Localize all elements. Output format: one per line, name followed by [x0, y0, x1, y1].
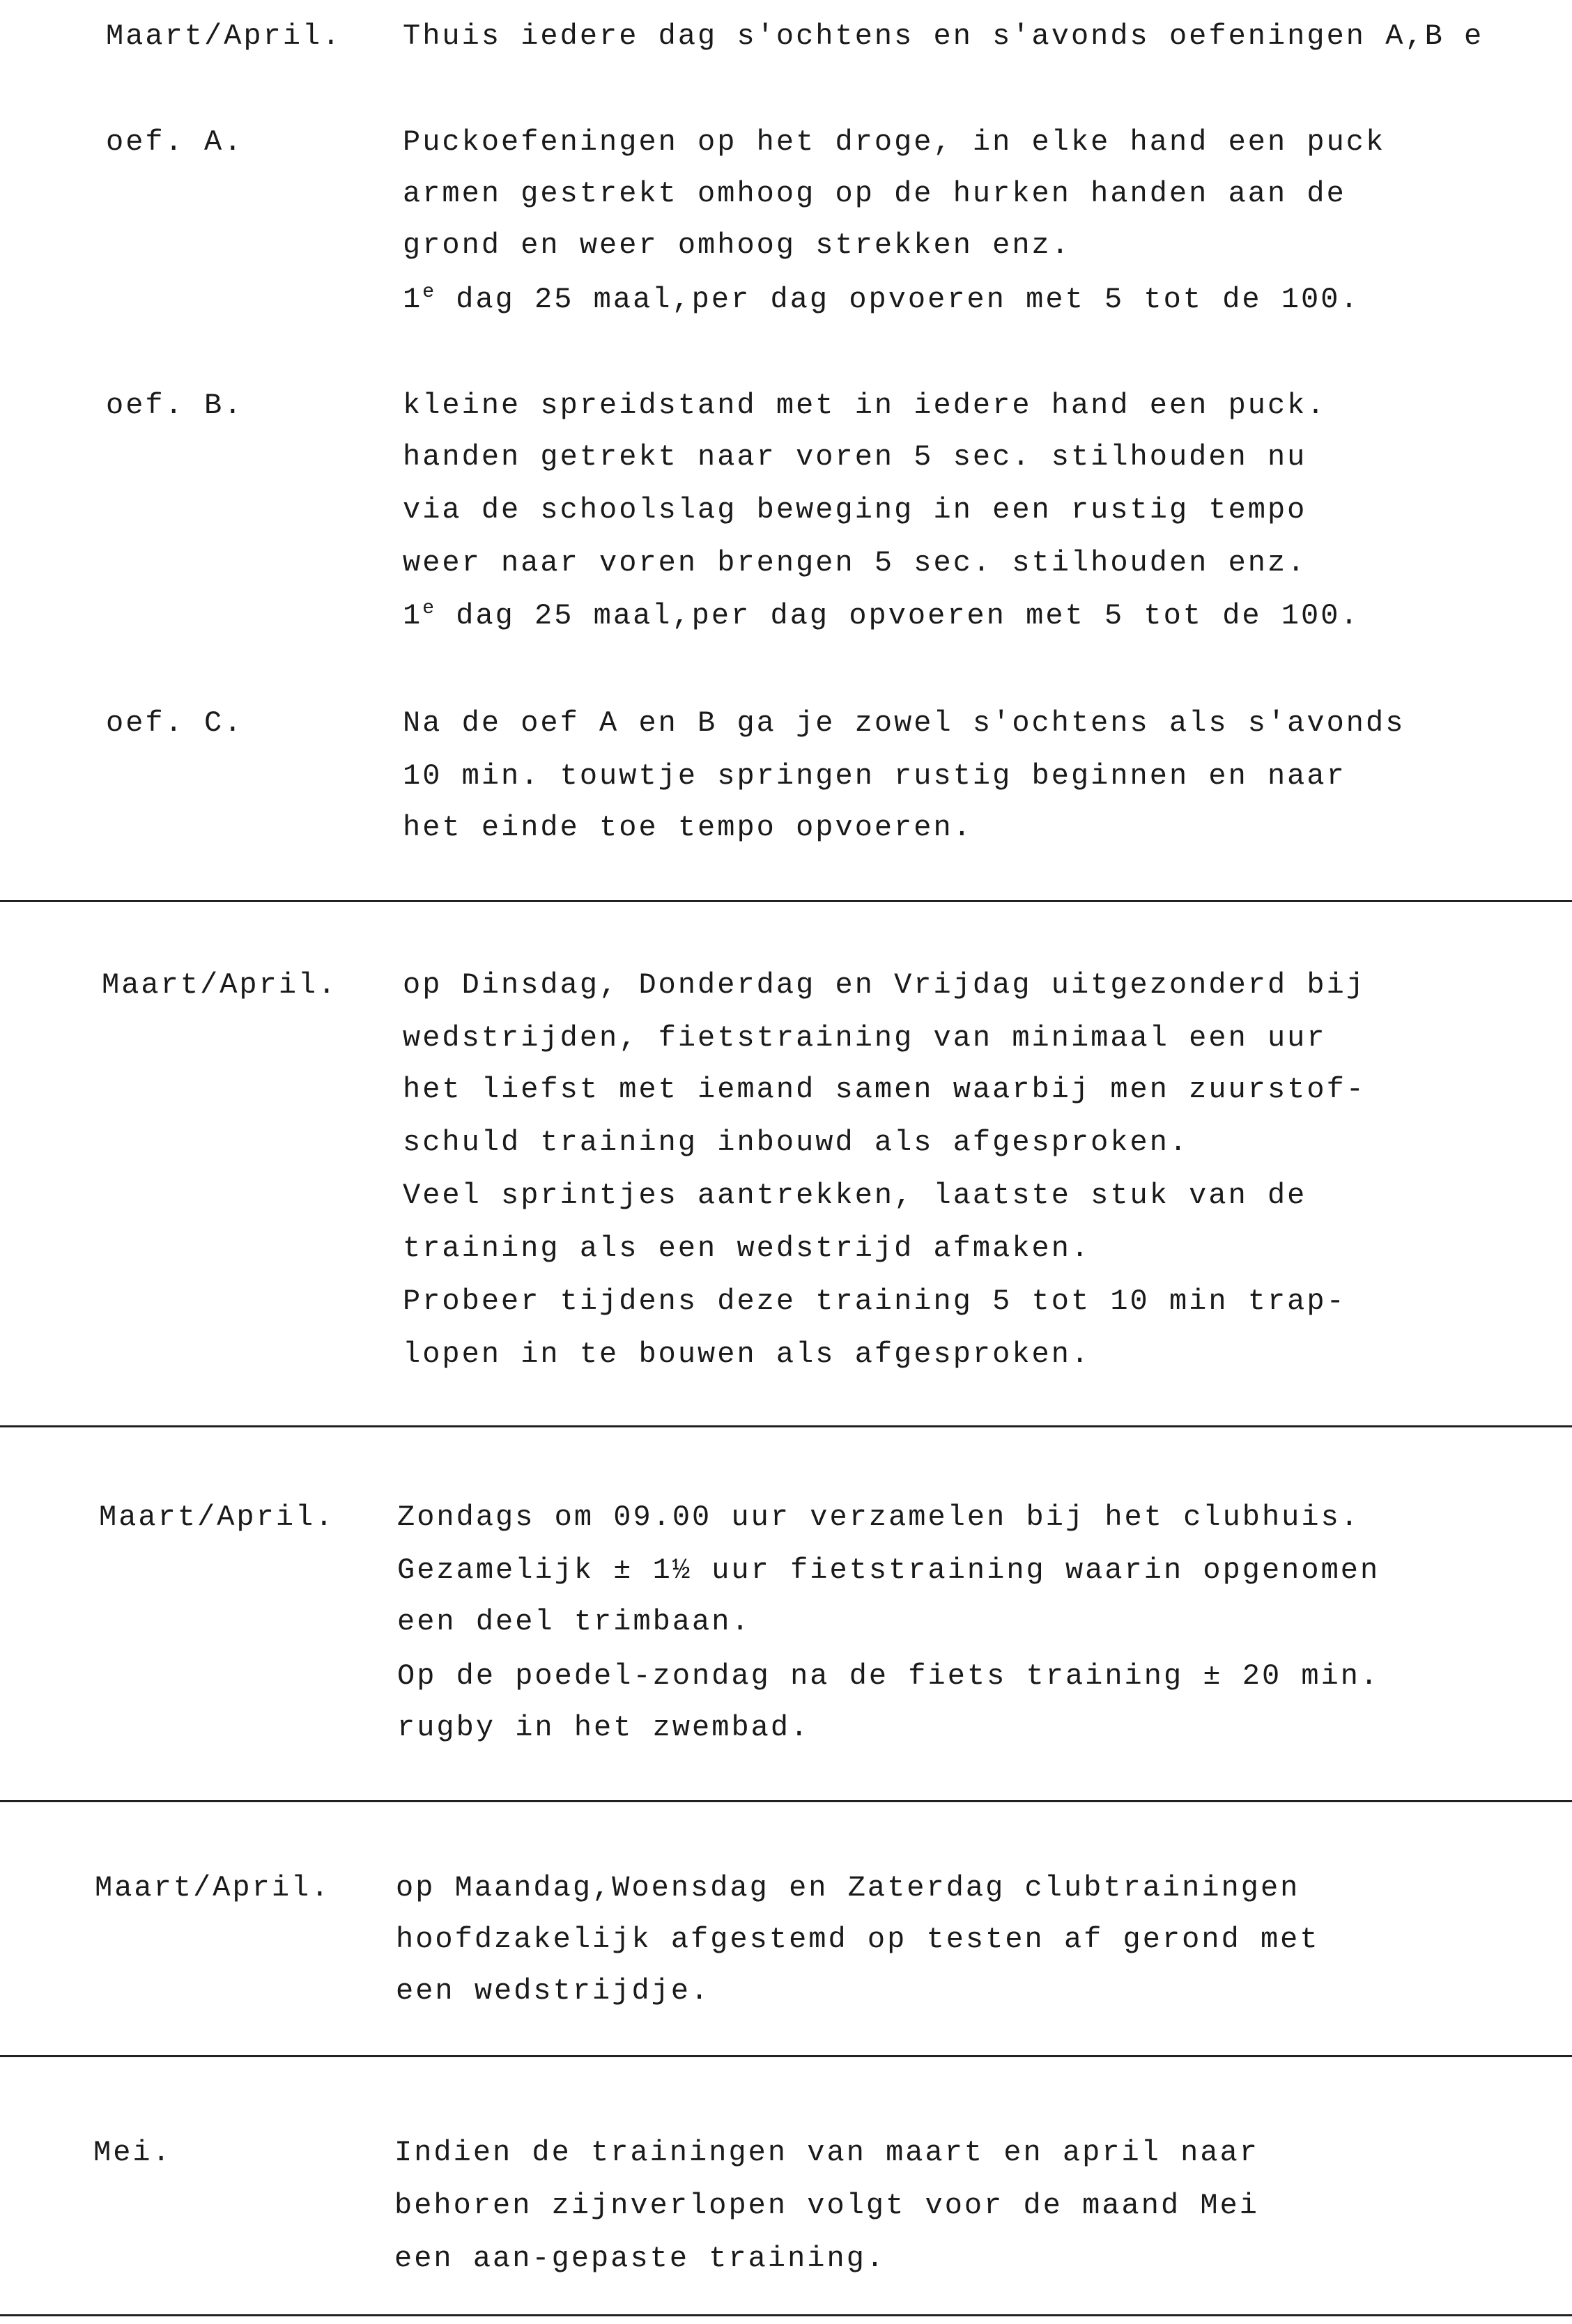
text-line: een wedstrijdje.: [396, 1974, 711, 2008]
text-line: Puckoefeningen op het droge, in elke hand een puck: [403, 125, 1386, 159]
text-line: hoofdzakelijk afgestemd op testen af gerond met: [396, 1923, 1320, 1956]
ordinal-suffix: e: [422, 598, 437, 619]
section-divider: [0, 1800, 1572, 1802]
text-line: grond en weer omhoog strekken enz.: [403, 228, 1071, 262]
text-line: een aan-gepaste training.: [394, 2242, 886, 2275]
section-label: Maart/April.: [102, 968, 338, 1002]
ordinal-text: dag 25 maal,per dag opvoeren met 5 tot de 100.: [436, 283, 1360, 316]
text-line: Gezamelijk ± 1½ uur fietstraining waarin opgenomen: [397, 1554, 1380, 1587]
text-line: Veel sprintjes aantrekken, laatste stuk van de: [403, 1179, 1307, 1212]
section-divider: [0, 2055, 1572, 2057]
text-line: kleine spreidstand met in iedere hand een puck.: [403, 389, 1327, 422]
section-divider: [0, 1425, 1572, 1427]
exercise-label-a: oef. A.: [106, 125, 244, 159]
text-line: Na de oef A en B ga je zowel s'ochtens als s'avonds: [403, 706, 1405, 740]
ordinal-number: 1: [403, 283, 423, 316]
section-label: Maart/April.: [106, 20, 342, 53]
text-line: weer naar voren brengen 5 sec. stilhouden enz.: [403, 546, 1307, 580]
section-divider: [0, 900, 1572, 902]
exercise-label-c: oef. C.: [106, 706, 244, 740]
text-line: het liefst met iemand samen waarbij men zuurstof-: [403, 1073, 1366, 1106]
text-line: wedstrijden, fietstraining van minimaal een uur: [403, 1021, 1327, 1055]
text-line: Probeer tijdens deze training 5 tot 10 min trap-: [403, 1285, 1346, 1318]
text-line: Indien de trainingen van maart en april naar: [394, 2136, 1259, 2169]
ordinal-number: 1: [403, 599, 423, 633]
text-line: 10 min. touwtje springen rustig beginnen en naar: [403, 759, 1346, 793]
text-line: behoren zijnverlopen volgt voor de maand Mei: [394, 2189, 1259, 2222]
exercise-label-b: oef. B.: [106, 389, 244, 422]
text-line: op Maandag,Woensdag en Zaterdag clubtrainingen: [396, 1871, 1300, 1905]
text-line: via de schoolslag beweging in een rustig tempo: [403, 493, 1307, 527]
text-line-ordinal: [403, 273, 1360, 326]
text-line: rugby in het zwembad.: [397, 1711, 810, 1744]
text-line: schuld training inbouwd als afgesproken.: [403, 1126, 1189, 1159]
text-line: training als een wedstrijd afmaken.: [403, 1232, 1091, 1265]
text-line-ordinal: [403, 589, 1360, 642]
text-line: Zondags om 09.00 uur verzamelen bij het clubhuis.: [397, 1501, 1361, 1534]
section-label: Maart/April.: [99, 1501, 335, 1534]
text-line: lopen in te bouwen als afgesproken.: [403, 1338, 1091, 1371]
text-line: op Dinsdag, Donderdag en Vrijdag uitgezonderd bij: [403, 968, 1366, 1002]
text-line: armen gestrekt omhoog op de hurken handen aan de: [403, 177, 1346, 210]
text-line: het einde toe tempo opvoeren.: [403, 811, 973, 844]
ordinal-text: dag 25 maal,per dag opvoeren met 5 tot de 100.: [436, 599, 1360, 633]
text-line: een deel trimbaan.: [397, 1605, 751, 1639]
section-divider: [0, 2314, 1572, 2316]
section-label: Maart/April.: [95, 1871, 331, 1905]
text-line: handen getrekt naar voren 5 sec. stilhouden nu: [403, 440, 1307, 474]
section-label: Mei.: [93, 2136, 172, 2169]
text-line: Op de poedel-zondag na de fiets training ± 20 min.: [397, 1659, 1380, 1693]
ordinal-suffix: e: [422, 281, 437, 303]
text-line: Thuis iedere dag s'ochtens en s'avonds oefeningen A,B e: [403, 20, 1484, 53]
